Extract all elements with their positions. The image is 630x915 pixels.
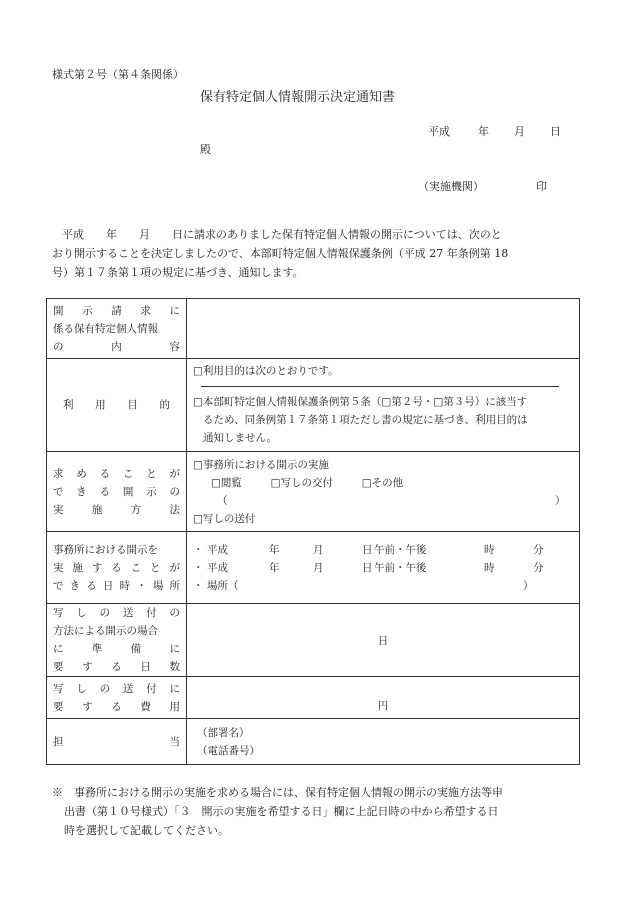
label-char: 請 [111, 304, 122, 317]
date-year: 年 [478, 125, 489, 138]
label-char: 当 [169, 735, 180, 748]
method-option-view[interactable]: □閲覧 [211, 476, 242, 489]
document-title: 保有特定個人情報開示決定通知書 [200, 90, 396, 105]
label-mail-cost [47, 677, 187, 719]
label-char: 求 [140, 304, 151, 317]
label-char: し [76, 607, 87, 619]
label-char: 法 [169, 503, 180, 516]
label-line [47, 302, 186, 320]
label-line [47, 604, 186, 622]
date-era: 平成 [428, 125, 450, 138]
label-line [47, 698, 186, 716]
minute: 分 [533, 543, 544, 556]
method-other-detail[interactable] [187, 492, 579, 510]
footnote-line-2: 出書（第１０号様式）「３ 開示の実施を希望する日」欄に上記日時の中から希望する日 [64, 805, 499, 818]
method-option-copy[interactable]: □写しの交付 [270, 476, 334, 489]
yen-unit: 円 [377, 700, 389, 712]
label-char: 実 [53, 561, 64, 574]
place-close: ） [523, 579, 534, 592]
footnote [52, 783, 572, 840]
label-char: 開 [53, 304, 64, 317]
label-char: の [169, 485, 180, 498]
label-char: 用 [169, 700, 180, 713]
label-char: 費 [140, 700, 151, 713]
label-char: す [82, 661, 93, 673]
method-sub-options [187, 474, 579, 492]
label-char: 求 [53, 467, 64, 480]
ampm: 午前・午後 [374, 561, 427, 574]
label-char: き [69, 579, 81, 592]
label-char: 送 [122, 607, 134, 619]
label-char: す [91, 561, 103, 574]
label-char: 施 [91, 503, 103, 516]
label-char: 送 [122, 682, 134, 695]
label-char: る [111, 661, 122, 673]
row-datetime-place [47, 532, 580, 604]
label-char: 開 [122, 485, 134, 498]
purpose-option-2-cont-1: るため、同条例第１７条第１項ただし書の規定に基づき、利用目的は [203, 414, 528, 426]
label-line [47, 680, 186, 698]
bullet: ・ [193, 561, 204, 574]
label-char: に [169, 682, 180, 695]
row-purpose [47, 359, 580, 452]
label-purpose [47, 359, 187, 452]
purpose-write-line[interactable] [201, 386, 559, 387]
label-request-content [47, 299, 187, 359]
label-char: こ [122, 467, 134, 480]
label-line [47, 577, 186, 595]
value-mail-cost[interactable] [187, 677, 580, 719]
label-char: 容 [169, 340, 180, 353]
bullet: ・ [193, 579, 204, 592]
label-char: 施 [72, 561, 83, 574]
label-char: こ [130, 561, 142, 574]
purpose-option-1[interactable]: □利用目的は次のとおりです。 [193, 365, 339, 377]
method-option-office[interactable]: □事務所における開示の実施 [193, 458, 329, 471]
label-char: と [150, 561, 161, 574]
disclosure-table [46, 298, 580, 765]
year: 年 [269, 561, 280, 574]
row-contact [47, 719, 580, 765]
place-label: 場所（ [207, 579, 239, 592]
value-request-content[interactable] [187, 299, 580, 359]
label-char: 時 [119, 579, 131, 592]
place-line[interactable] [187, 577, 579, 595]
label-char: 内 [111, 340, 122, 353]
month: 月 [313, 561, 324, 574]
label-char: 付 [146, 607, 157, 619]
paren-open: （ [217, 494, 228, 507]
label-char: 用 [95, 399, 106, 411]
label-line [47, 622, 186, 640]
label-char: 日 [140, 661, 151, 673]
label-char: る [111, 561, 122, 574]
body-line-3: 号）第１７条第１項の規定に基づき、通知します。 [52, 266, 304, 279]
label-char: 事務所における開示を [53, 543, 158, 556]
purpose-option-2[interactable]: □本部町特定個人情報保護条例第５条（□第２号・□第３号）に該当す [193, 396, 528, 408]
form-number: 様式第２号（第４条関係） [52, 68, 184, 81]
body-line-2: おり開示することを決定しましたので、本部町特定個人情報保護条例（平成 27 年条例第 18 [52, 247, 509, 260]
label-line [47, 320, 186, 338]
label-char: 係る保有特定個人情報 [53, 322, 158, 335]
label-char: の [99, 607, 111, 619]
row-prep-days [47, 604, 580, 677]
label-line [47, 483, 186, 501]
label-char: に [169, 304, 180, 317]
label-prep-days [47, 604, 187, 677]
label-char: の [169, 607, 180, 619]
value-datetime-place [187, 532, 580, 604]
label-method [47, 452, 187, 532]
day: 日 [362, 543, 373, 556]
paren-close: ） [555, 494, 566, 507]
purpose-option-2-cont-2: 通知しません。 [203, 432, 278, 444]
seal-mark: 印 [536, 180, 547, 193]
label-char: 的 [159, 399, 170, 411]
label-char: 写 [53, 682, 64, 695]
label-char: す [82, 700, 93, 713]
label-char: 場 [152, 579, 164, 592]
method-option-mail[interactable]: □写しの送付 [193, 512, 256, 525]
contact-dept[interactable]: （部署名） [197, 726, 250, 739]
label-line [47, 658, 186, 676]
label-char: し [76, 682, 87, 695]
label-char: き [76, 485, 87, 498]
label-line [47, 733, 186, 751]
label-char: 要 [53, 661, 64, 673]
label-char: る [111, 700, 122, 713]
label-char: 所 [169, 579, 180, 592]
label-line [47, 501, 186, 519]
label-char: 目 [127, 399, 138, 411]
footnote-line-1: ※ 事務所における開示の実施を求める場合には、保有特定個人情報の開示の実施方法等申 [52, 786, 503, 799]
era: 平成 [207, 561, 228, 574]
label-char: 示 [146, 485, 157, 498]
label-contact [47, 719, 187, 765]
datetime-line-1[interactable] [187, 541, 579, 559]
row-request-content [47, 299, 580, 359]
value-method [187, 452, 580, 532]
label-char: 要 [53, 700, 64, 713]
footnote-line-3: 時を選択して記載してください。 [64, 824, 229, 837]
contact-phone[interactable]: （電話番号） [197, 744, 260, 757]
label-char: の [53, 340, 64, 353]
era: 平成 [207, 543, 228, 556]
body-line-1: 平成 年 月 日に請求のありました保有特定個人情報の開示については、次のと [62, 228, 502, 241]
value-contact [187, 719, 580, 765]
label-char: の [99, 682, 111, 695]
ampm: 午前・午後 [374, 543, 427, 556]
label-char: 備 [130, 643, 142, 655]
datetime-line-2[interactable] [187, 559, 579, 577]
value-purpose [187, 359, 580, 452]
label-char: め [76, 467, 87, 480]
label-line [47, 338, 186, 356]
label-char: る [86, 579, 97, 592]
label-char: が [169, 467, 180, 480]
label-char: 示 [82, 304, 93, 317]
label-char: 数 [169, 661, 180, 673]
label-char: 日 [102, 579, 114, 592]
label-line [47, 559, 186, 577]
label-char: に [169, 643, 180, 655]
row-method [47, 452, 580, 532]
value-prep-days[interactable] [187, 604, 580, 677]
label-char: 利 [63, 399, 74, 411]
label-char: る [99, 485, 111, 498]
label-datetime-place [47, 532, 187, 604]
hour: 時 [484, 543, 495, 556]
label-char: 写 [53, 607, 64, 619]
minute: 分 [533, 561, 544, 574]
month: 月 [313, 543, 324, 556]
year: 年 [269, 543, 280, 556]
row-mail-cost [47, 677, 580, 719]
label-char: で [53, 485, 64, 498]
days-unit: 日 [377, 634, 389, 647]
label-char: と [146, 467, 157, 480]
date-day: 日 [550, 125, 561, 138]
label-char: 準 [91, 643, 103, 655]
label-char: 担 [53, 735, 64, 748]
label-char: で [53, 579, 64, 592]
label-char: 方 [130, 503, 142, 516]
agency-label: （実施機関） [418, 180, 484, 193]
hour: 時 [484, 561, 495, 574]
label-char: る [99, 467, 111, 480]
label-char: 実 [53, 503, 64, 516]
method-option-other[interactable]: □その他 [361, 476, 404, 489]
label-char: 方法による開示の場合 [53, 625, 158, 637]
label-char: ・ [136, 579, 147, 592]
label-char: 付 [146, 682, 157, 695]
label-line [47, 541, 186, 559]
bullet: ・ [193, 543, 204, 556]
day: 日 [362, 561, 373, 574]
date-month: 月 [514, 125, 525, 138]
label-line [47, 465, 186, 483]
label-line [57, 396, 176, 414]
addressee-suffix: 殿 [200, 143, 211, 156]
label-line [47, 640, 186, 658]
label-char: に [53, 643, 64, 655]
label-char: が [169, 561, 180, 574]
